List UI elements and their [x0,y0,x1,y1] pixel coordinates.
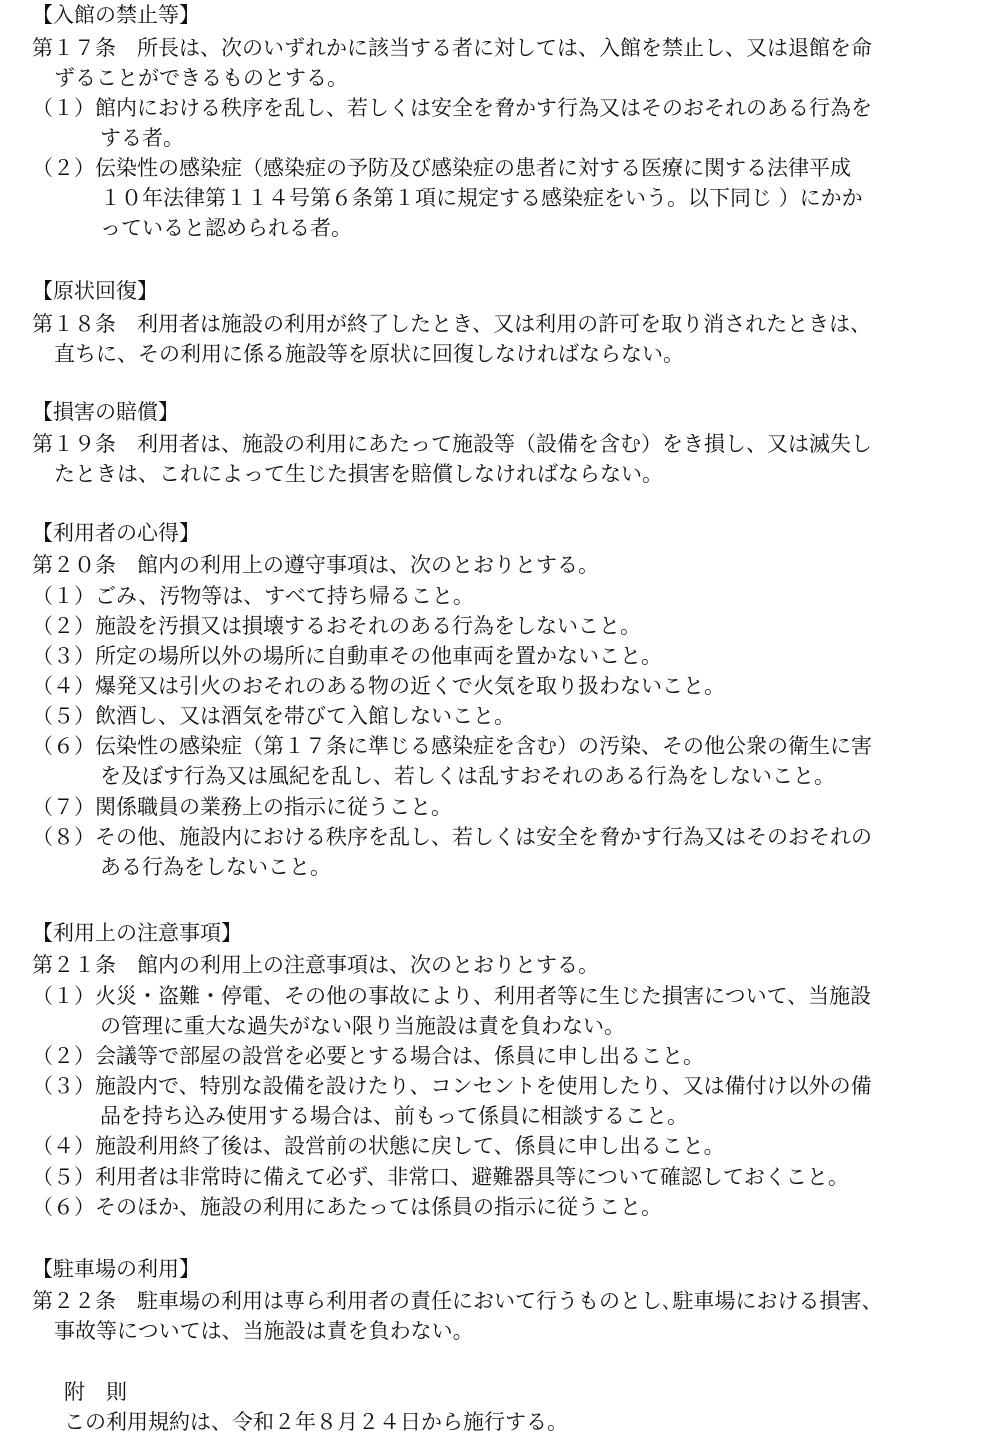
article-22-line: 事故等については、当施設は責を負わない。 [54,1319,474,1343]
article-20-item: （４）爆発又は引火のおそれのある物の近くで火気を取り扱わないこと。 [32,674,725,698]
article-21-item: （６）そのほか、施設の利用にあたっては係員の指示に従うこと。 [32,1195,662,1219]
article-18-line: 直ちに、その利用に係る施設等を原状に回復しなければならない。 [54,342,684,366]
article-17-item: １０年法律第１１４号第６条第１項に規定する感染症をいう。以下同じ ）にかか [100,186,863,210]
supplementary-title: 附 則 [64,1380,127,1404]
article-21-item: （５）利用者は非常時に備えて必ず、非常口、避難器具等について確認しておくこと。 [32,1165,849,1189]
article-21-line: 第２１条 館内の利用上の注意事項は、次のとおりとする。 [32,953,599,977]
section-heading: 【原状回復】 [32,279,158,303]
article-20-item: （２）施設を汚損又は損壊するおそれのある行為をしないこと。 [32,614,641,638]
section-heading: 【損害の賠償】 [32,400,179,424]
article-21-item: （３）施設内で、特別な設備を設けたり、コンセントを使用したり、又は備付け以外の備 [32,1074,872,1098]
article-17-line: ずることができるものとする。 [54,66,348,90]
article-17-item: っていると認められる者。 [100,216,352,240]
article-21-item: （２）会議等で部屋の設営を必要とする場合は、係員に申し出ること。 [32,1044,704,1068]
article-17-item: する者。 [100,126,184,150]
article-20-line: 第２０条 館内の利用上の遵守事項は、次のとおりとする。 [32,553,599,577]
supplementary-text: この利用規約は、令和２年８月２４日から施行する。 [64,1410,568,1434]
article-17-line: 第１７条 所長は、次のいずれかに該当する者に対しては、入館を禁止し、又は退館を命 [32,36,872,60]
article-20-item: （８）その他、施設内における秩序を乱し、若しくは安全を脅かす行為又はそのおそれの [32,825,872,849]
section-heading: 【駐車場の利用】 [32,1257,200,1281]
article-20-item: （７）関係職員の業務上の指示に従うこと。 [32,795,452,819]
article-20-item: ある行為をしないこと。 [100,855,331,879]
article-20-item: （５）飲酒し、又は酒気を帯びて入館しないこと。 [32,704,515,728]
article-18-line: 第１８条 利用者は施設の利用が終了したとき、又は利用の許可を取り消されたときは、 [32,312,872,336]
article-21-item: （１）火災・盗難・停電、その他の事故により、利用者等に生じた損害について、当施設 [32,984,872,1008]
section-heading: 【入館の禁止等】 [32,3,200,27]
section-heading: 【利用者の心得】 [32,521,200,545]
article-20-item: （３）所定の場所以外の場所に自動車その他車両を置かないこと。 [32,644,662,668]
article-17-item: （２）伝染性の感染症（感染症の予防及び感染症の患者に対する医療に関する法律平成 [32,156,851,180]
article-20-item: を及ぼす行為又は風紀を乱し、若しくは乱すおそれのある行為をしないこと。 [100,764,835,788]
article-21-item: 品を持ち込み使用する場合は、前もって係員に相談すること。 [100,1104,688,1128]
article-21-item: （４）施設利用終了後は、設営前の状態に戻して、係員に申し出ること。 [32,1134,725,1158]
section-heading: 【利用上の注意事項】 [32,921,242,945]
article-21-item: の管理に重大な過失がない限り当施設は責を負わない。 [100,1014,625,1038]
article-19-line: 第１９条 利用者は、施設の利用にあたって施設等（設備を含む）をき損し、又は滅失し [32,432,872,456]
article-20-item: （６）伝染性の感染症（第１７条に準じる感染症を含む）の汚染、その他公衆の衛生に害 [32,734,872,758]
article-17-item: （１）館内における秩序を乱し、若しくは安全を脅かす行為又はそのおそれのある行為を [32,96,872,120]
article-22-line: 第２２条 駐車場の利用は専ら利用者の責任において行うものとし､駐車場における損害、 [32,1289,883,1313]
article-20-item: （１）ごみ、汚物等は、すべて持ち帰ること。 [32,584,474,608]
article-19-line: たときは、これによって生じた損害を賠償しなければならない。 [54,462,663,486]
